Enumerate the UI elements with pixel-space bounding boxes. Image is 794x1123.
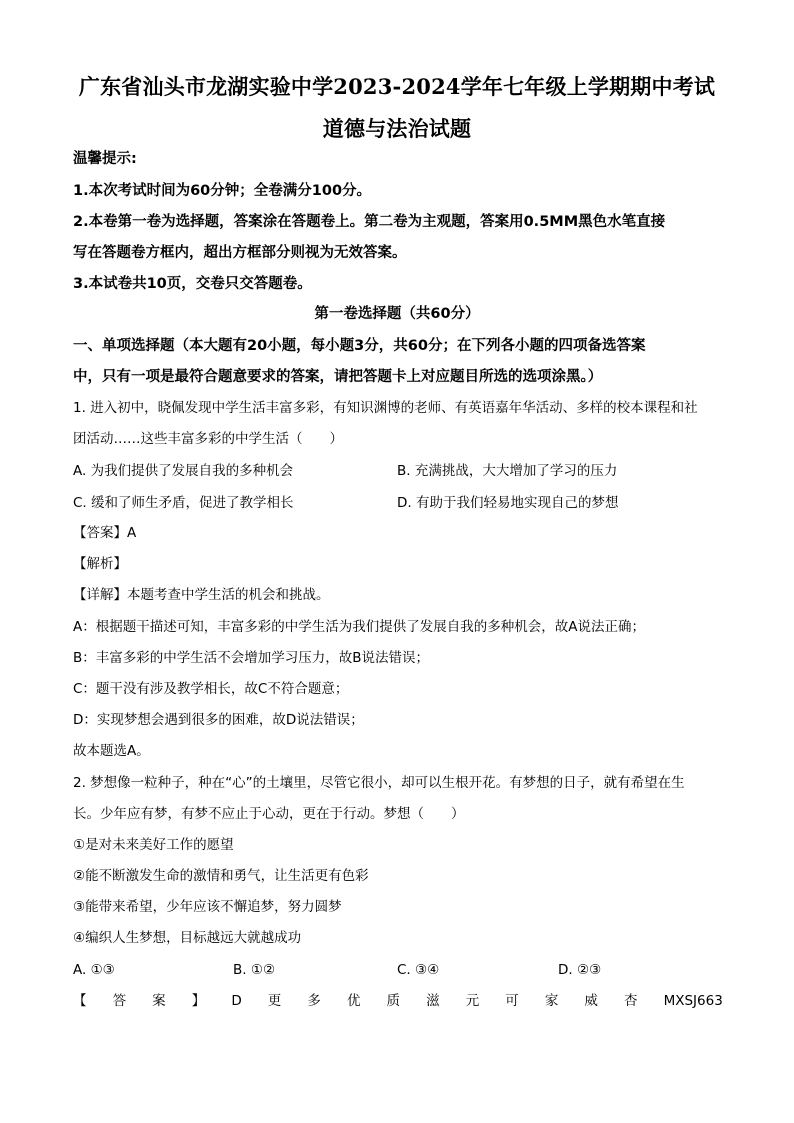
q2-item-1: ①是对未来美好工作的愿望 <box>73 837 234 853</box>
exam-title-line1: 广东省汕头市龙湖实验中学2023-2024学年七年级上学期期中考试 <box>78 74 716 99</box>
q2-item-4: ④编织人生梦想，目标越远大就越成功 <box>73 930 302 946</box>
answer-char: 多 <box>307 993 321 1009</box>
q2-option-b: B. ①② <box>233 962 276 978</box>
q2-option-d: D. ②③ <box>558 962 602 978</box>
q1-option-b: B. 充满挑战，大大增加了学习的压力 <box>397 463 618 479</box>
answer-char: 优 <box>346 993 361 1009</box>
answer-char: 更 <box>267 993 282 1009</box>
answer-char: 可 <box>505 993 519 1009</box>
answer-char: 威 <box>584 993 598 1009</box>
q2-option-c: C. ③④ <box>397 962 440 978</box>
q1-explain-c: C：题干没有涉及教学相长，故C不符合题意； <box>73 681 349 697</box>
answer-char: 答 <box>112 993 127 1009</box>
q1-answer: 【答案】A <box>73 525 137 541</box>
answer-char: 杏 <box>624 993 638 1009</box>
section1-instruction-line1: 一、单项选择题（本大题有20小题，每小题3分，共60分；在下列各小题的四项备选答案 <box>73 338 646 354</box>
q1-conclusion: 故本题选A。 <box>73 743 150 759</box>
q1-explain-d: D：实现梦想会遇到很多的困难，故D说法错误； <box>73 712 364 728</box>
notice-item-2-line1: 2.本卷第一卷为选择题，答案涂在答题卷上。第二卷为主观题，答案用0.5MM黑色水笔直接 <box>73 214 666 230</box>
q1-stem-line2: 团活动……这些丰富多彩的中学生活（ ） <box>73 431 343 447</box>
q1-option-d: D. 有助于我们轻易地实现自己的梦想 <box>397 495 619 511</box>
q1-explain-b: B：丰富多彩的中学生活不会增加学习压力，故B说法错误； <box>73 650 430 666</box>
q1-detail: 【详解】本题考查中学生活的机会和挑战。 <box>73 587 330 603</box>
q1-option-a: A. 为我们提供了发展自我的多种机会 <box>73 463 294 479</box>
answer-char: 元 <box>465 993 480 1009</box>
q2-answer-row <box>73 995 723 1009</box>
q1-explain-a: A：根据题干描述可知，丰富多彩的中学生活为我们提供了发展自我的多种机会，故A说法正确； <box>73 619 645 635</box>
section1-heading: 第一卷选择题（共60分） <box>314 306 480 322</box>
exam-title-line2: 道德与法治试题 <box>322 116 472 141</box>
notice-item-2-line2: 写在答题卷方框内，超出方框部分则视为无效答案。 <box>73 245 407 261</box>
answer-char: 家 <box>544 993 559 1009</box>
q2-stem-line1: 2. 梦想像一粒种子，种在“心”的土壤里，尽管它很小，却可以生根开花。有梦想的日子，就有希望在生 <box>73 775 685 791</box>
q2-item-3: ③能带来希望，少年应该不懈追梦，努力圆梦 <box>73 899 342 915</box>
section1-instruction-line2: 中，只有一项是最符合题意要求的答案，请把答题卡上对应题目所选的选项涂黑。） <box>73 369 603 385</box>
q2-option-a: A. ①③ <box>73 962 115 978</box>
watermark-code: MXSJ663 <box>663 993 723 1009</box>
q1-stem-line1: 1. 进入初中，晓佩发现中学生活丰富多彩，有知识渊博的老师、有英语嘉年华活动、多样的校本课程和社 <box>73 400 698 416</box>
answer-bracket-open: 【 <box>73 993 87 1009</box>
q1-option-c: C. 缓和了师生矛盾，促进了教学相长 <box>73 495 294 511</box>
q2-item-2: ②能不断激发生命的激情和勇气，让生活更有色彩 <box>73 868 369 884</box>
q2-stem-line2: 长。少年应有梦，有梦不应止于心动，更在于行动。梦想（ ） <box>73 806 465 822</box>
notice-heading: 温馨提示: <box>73 151 137 167</box>
notice-item-3: 3.本试卷共10页，交卷只交答题卷。 <box>73 276 312 292</box>
answer-bracket-close: 】 <box>191 993 206 1009</box>
answer-char: 滋 <box>426 993 440 1009</box>
q1-analysis-label: 【解析】 <box>73 556 127 572</box>
answer-char: 案 <box>152 993 166 1009</box>
notice-item-1: 1.本次考试时间为60分钟；全卷满分100分。 <box>73 183 372 199</box>
answer-char: 质 <box>386 993 401 1009</box>
answer-letter: D <box>231 993 242 1009</box>
